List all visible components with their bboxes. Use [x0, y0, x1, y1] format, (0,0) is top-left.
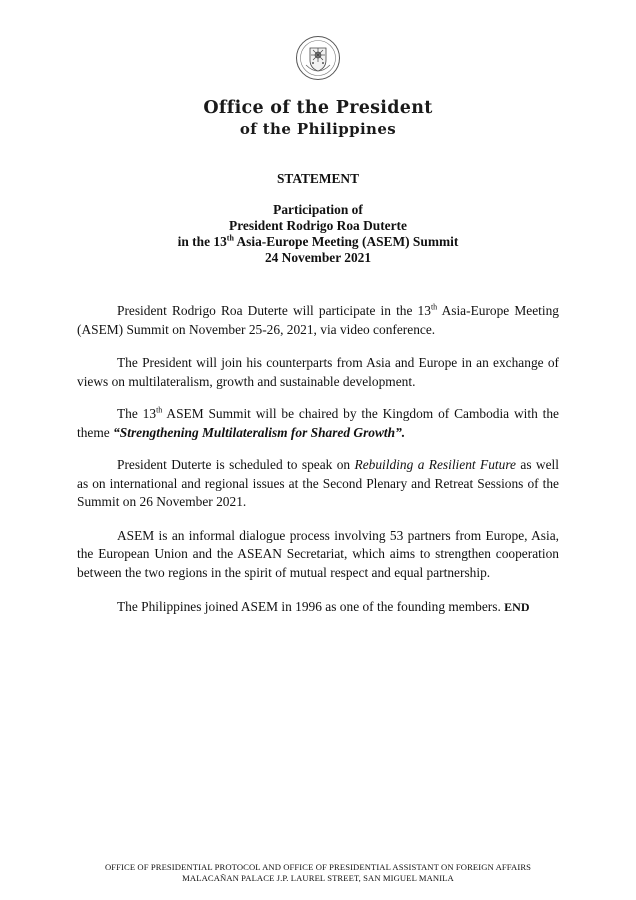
presidential-seal-icon: [295, 35, 341, 81]
p1-sup: th: [430, 302, 438, 312]
paragraph-1: [77, 302, 559, 339]
footer: [0, 862, 636, 884]
speech-topic: Rebuilding a Resilient Future: [354, 457, 516, 472]
p4-text-a: President Duterte is scheduled to speak on: [117, 457, 355, 472]
letterhead-line-2: of the Philippines: [239, 120, 397, 138]
paragraph-3: [77, 405, 559, 442]
title-line-3-pre: in the 13: [177, 234, 227, 249]
paragraph-5: ASEM is an informal dialogue process involving 53 partners from Europe, Asia, the European Union and the ASEAN Secretariat, which aims to strengthen cooperation between the two regions in the spirit of mutual respect and equal partnership.: [77, 527, 559, 580]
paragraph-4: [77, 456, 559, 512]
end-marker: END: [504, 600, 530, 614]
title-line-3: [0, 234, 636, 250]
p3-text-b: ASEM Summit will be chaired by the Kingdom of Cambodia with the theme: [77, 406, 560, 440]
footer-line-1: OFFICE OF PRESIDENTIAL PROTOCOL AND OFFICE OF PRESIDENTIAL ASSISTANT ON FOREIGN AFFAIRS: [104, 862, 532, 872]
statement-heading: STATEMENT: [276, 171, 360, 186]
statement-body: [77, 302, 559, 632]
p4-text-b: as well as on international and regional issues at the Second Plenary and Retreat Sessions of the Summit on 26 November 2021.: [77, 457, 559, 509]
title-line-1: Participation of: [273, 202, 363, 217]
p3-text-a: The 13: [117, 406, 157, 421]
title-line-3-post: Asia-Europe Meeting (ASEM) Summit: [233, 234, 459, 249]
footer-line-2: MALACAÑAN PALACE J.P. LAUREL STREET, SAN MIGUEL MANILA: [182, 873, 454, 883]
p6-text: The Philippines joined ASEM in 1996 as one of the founding members.: [117, 599, 505, 614]
statement-title-block: [0, 171, 636, 266]
title-line-2: President Rodrigo Roa Duterte: [229, 218, 407, 233]
p1-text-b: Asia-Europe Meeting (ASEM) Summit on November 25-26, 2021, via video conference.: [77, 303, 559, 337]
summit-theme: “Strengthening Multilateralism for Shared Growth”.: [113, 424, 406, 440]
statement-date: 24 November 2021: [264, 250, 372, 265]
paragraph-6: [77, 598, 559, 617]
paragraph-2: The President will join his counterparts from Asia and Europe in an exchange of views on multilateralism, growth and sustainable development.: [77, 355, 559, 389]
p1-text-a: President Rodrigo Roa Duterte will participate in the 13: [117, 303, 431, 318]
letterhead: [0, 97, 636, 139]
title-line-3-sup: th: [226, 233, 234, 243]
p3-sup: th: [156, 405, 163, 415]
letterhead-line-1: Office of the President: [203, 98, 433, 118]
